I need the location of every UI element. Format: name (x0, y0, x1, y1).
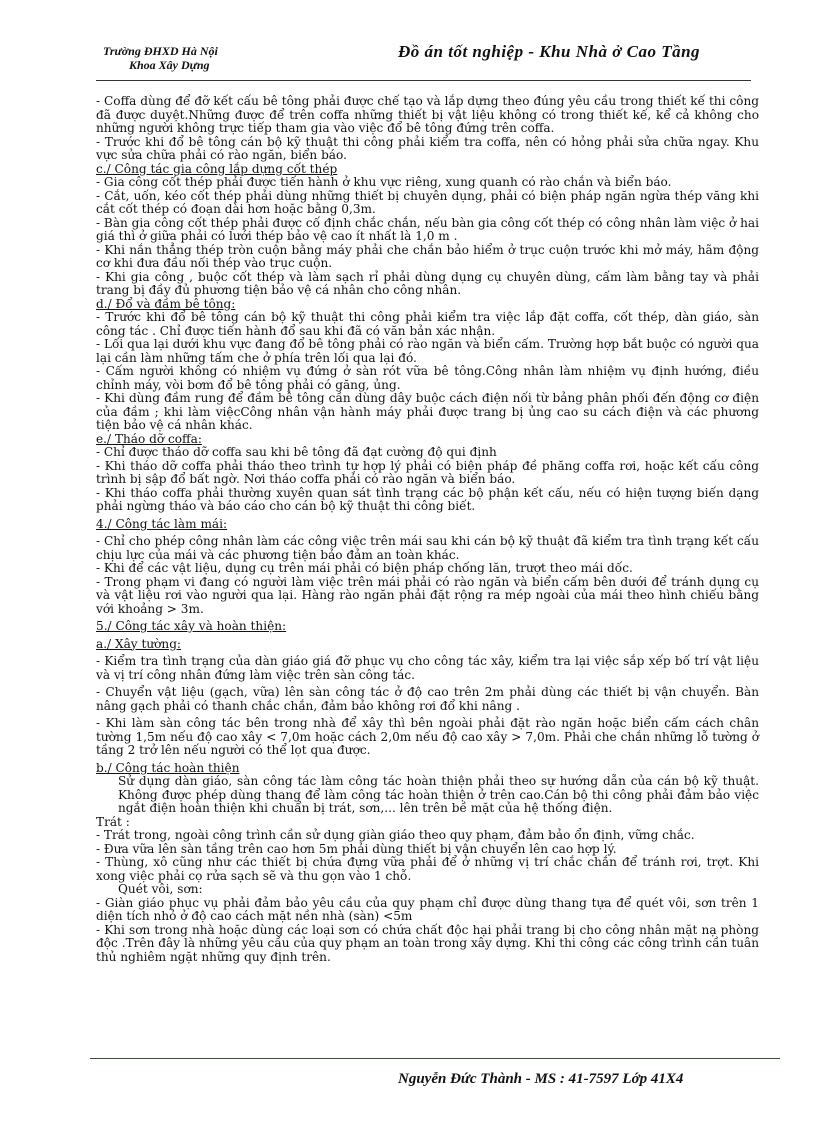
paragraph: - Khi tháo dỡ coffa phải tháo theo trình tự hợp lý phải có biện pháp đề phăng coffa rơi, hoặc kết cấu công trình bị sập đổ bất ngờ. Nơi tháo coffa phải có rào ngăn và biển báo. (96, 458, 759, 486)
header-divider (96, 80, 751, 81)
paragraph: - Khi nắn thẳng thép tròn cuộn bằng máy phải che chắn bảo hiểm ở trục cuộn trước khi mở máy, hãm động cơ khi đưa đầu nối thép vào trục cuộn. (96, 242, 759, 270)
paragraph: - Trong phạm vi đang có người làm việc trên mái phải có rào ngăn và biển cấm bên dưới để tránh dụng cụ và vật liệu rơi vào người qua lại. Hàng rào ngăn phải đặt rộng ra mép ngoài của mái theo hình chiếu bằng với khoảng > 3m. (96, 574, 759, 616)
footer-author: Nguyễn Đức Thành - MS : 41-7597 Lớp 41X4 (398, 1071, 684, 1087)
project-title: Đồ án tốt nghiệp - Khu Nhà ở Cao Tầng (398, 42, 701, 61)
faculty-name: Khoa Xây Dựng (129, 58, 210, 72)
paragraph: - Chuyển vật liệu (gạch, vữa) lên sàn công tác ở độ cao trên 2m phải dùng các thiết bị vận chuyển. Bàn nâng gạch phải có thanh chắc chắn, đảm bảo không rơi đổ khi nâng . (96, 685, 759, 713)
paragraph: - Chỉ được tháo dỡ coffa sau khi bê tông đã đạt cường độ qui định (96, 445, 497, 459)
section-heading: c./ Công tác gia công lắp dựng cốt thép (96, 161, 338, 176)
paragraph: - Coffa dùng để đỡ kết cấu bê tông phải được chế tạo và lắp dựng theo đúng yêu cầu trong thiết kế thi công đã được duyệt.Những được để trên coffa những thiết bị vật liệu không có trong thiết kế, kể cả không cho những người không trực tiếp tham gia vào việc đổ bê tông đứng trên coffa. (96, 94, 759, 135)
paragraph: - Khi làm sàn công tác bên trong nhà để xây thì bên ngoài phải đặt rào ngăn hoặc biển cấm cách chân tường 1,5m nếu độ cao xây < 7,0m hoặc cách 2,0m nếu độ cao xây > 7,0m. Phải che chắn những lỗ tường ở tầng 2 trở lên nếu người có thể lọt qua được. (96, 716, 759, 757)
section-heading: 5./ Công tác xây và hoàn thiện: (96, 619, 287, 633)
section-heading: b./ Công tác hoàn thiện (96, 760, 240, 775)
school-header (103, 44, 218, 72)
section-heading: 4./ Công tác làm mái: (96, 516, 228, 531)
subheading: Trát : (96, 814, 130, 829)
paragraph: - Lối qua lại dưới khu vực đang đổ bê tông phải có rào ngăn và biển cấm. Trường hợp bắt buộc có người qua lại cần làm những tấm che ở phía trên lối qua lại đó. (96, 337, 759, 365)
footer-divider (90, 1058, 780, 1059)
paragraph: - Khi để các vật liệu, dụng cụ trên mái phải có biện pháp chống lăn, trượt theo mái dốc. (96, 561, 633, 575)
paragraph: - Chỉ cho phép công nhân làm các công việc trên mái sau khi cán bộ kỹ thuật đã kiểm tra tình trạng kết cấu chịu lực của mái và các phương tiện bảo đảm an toàn khác. (96, 534, 759, 562)
paragraph: - Cấm người không có nhiệm vụ đứng ở sàn rót vữa bê tông.Công nhân làm nhiệm vụ định hướng, điều chỉnh máy, vòi bơm đổ bê tông phải có găng, ủng. (96, 364, 759, 392)
paragraph: - Cắt, uốn, kéo cốt thép phải dùng những thiết bị chuyên dụng, phải có biện pháp ngăn ngừa thép văng khi cắt cốt thép có đoạn dài hơn hoặc bằng 0,3m. (96, 188, 759, 216)
paragraph: - Đưa vữa lên sàn tầng trên cao hơn 5m phải dùng thiết bị vận chuyển lên cao hợp lý. (96, 841, 617, 856)
paragraph: - Gia công cốt thép phải được tiến hành ở khu vực riêng, xung quanh có rào chắn và biển báo. (96, 175, 672, 189)
document-body (96, 95, 759, 964)
paragraph: - Khi sơn trong nhà hoặc dùng các loại sơn có chứa chất độc hại phải trang bị cho công nhân mặt nạ phòng độc .Trên đây là những yêu cầu của quy phạm an toàn trong xây dựng. Khi thi công các công trình cần tuân thủ nghiêm ngặt những quy định trên. (96, 922, 759, 964)
paragraph: - Kiểm tra tình trạng của dàn giáo giá đỡ phục vụ cho công tác xây, kiểm tra lại việc sắp xếp bố trí vật liệu và vị trí công nhân đứng làm việc trên sàn công tác. (96, 654, 759, 682)
section-heading: e./ Tháo dỡ coffa: (96, 431, 202, 446)
subheading: Quét vôi, sơn: (118, 882, 203, 896)
paragraph: - Trước khi đổ bê tông cán bộ kỹ thuật thi công phải kiểm tra việc lắp đặt coffa, cốt thép, dàn giáo, sàn công tác . Chỉ được tiến hành đổ sau khi đã có văn bản xác nhận. (96, 310, 759, 338)
paragraph: Sử dụng dàn giáo, sàn công tác làm công tác hoàn thiện phải theo sự hướng dẫn của cán bộ kỹ thuật. Không được phép dùng thang để làm công tác hoàn thiện ở trên cao.Cán bộ thi công phải đảm bảo việc ngắt điện hoàn thiện khi chuẩn bị trát, sơn,... lên trên bề mặt của hệ thống điện. (118, 774, 759, 815)
school-name: Trường ĐHXD Hà Nội (103, 44, 218, 58)
paragraph: - Trước khi đổ bê tông cán bộ kỹ thuật thi công phải kiểm tra coffa, nên có hỏng phải sửa chữa ngay. Khu vực sửa chữa phải có rào ngăn, biển báo. (96, 134, 759, 162)
paragraph: - Giàn giáo phục vụ phải đảm bảo yêu cầu của quy phạm chỉ được dùng thang tựa để quét vôi, sơn trên 1 diện tích nhỏ ở độ cao cách mặt nền nhà (sàn) <5m (96, 895, 759, 923)
paragraph: - Thùng, xô cũng như các thiết bị chứa đựng vữa phải để ở những vị trí chắc chắn để tránh rơi, trợt. Khi xong việc phải cọ rửa sạch sẽ và thu gọn vào 1 chỗ. (96, 855, 759, 883)
paragraph: - Bàn gia công cốt thép phải được cố định chắc chắn, nếu bàn gia công cốt thép có công nhân làm việc ở hai giá thì ở giữa phải có lưới thép bảo vệ cao ít nhất là 1,0 m . (96, 215, 760, 243)
section-heading: a./ Xây tường: (96, 636, 182, 651)
paragraph: - Khi gia công , buộc cốt thép và làm sạch rỉ phải dùng dụng cụ chuyên dùng, cấm làm bằng tay và phải trang bị đầy đủ phương tiện bảo vệ cá nhân cho công nhân. (96, 269, 759, 297)
paragraph: - Khi dùng đầm rung để đầm bê tông cần dùng dây buộc cách điện nối từ bảng phân phối đến động cơ điện của đầm ; khi làm việcCông nhân vận hành máy phải được trang bị ủng cao su cách điện và các phương tiện bảo vệ cá nhân khác. (96, 391, 759, 432)
paragraph: - Trát trong, ngoài công trình cần sử dụng giàn giáo theo quy phạm, đảm bảo ổn định, vững chắc. (96, 828, 695, 842)
paragraph: - Khi tháo coffa phải thường xuyên quan sát tình trạng các bộ phận kết cấu, nếu có hiện tượng biến dạng phải ngừng tháo và báo cáo cho cán bộ kỹ thuật thi công biết. (96, 485, 759, 513)
section-heading: d./ Đổ và đầm bê tông: (96, 296, 236, 311)
